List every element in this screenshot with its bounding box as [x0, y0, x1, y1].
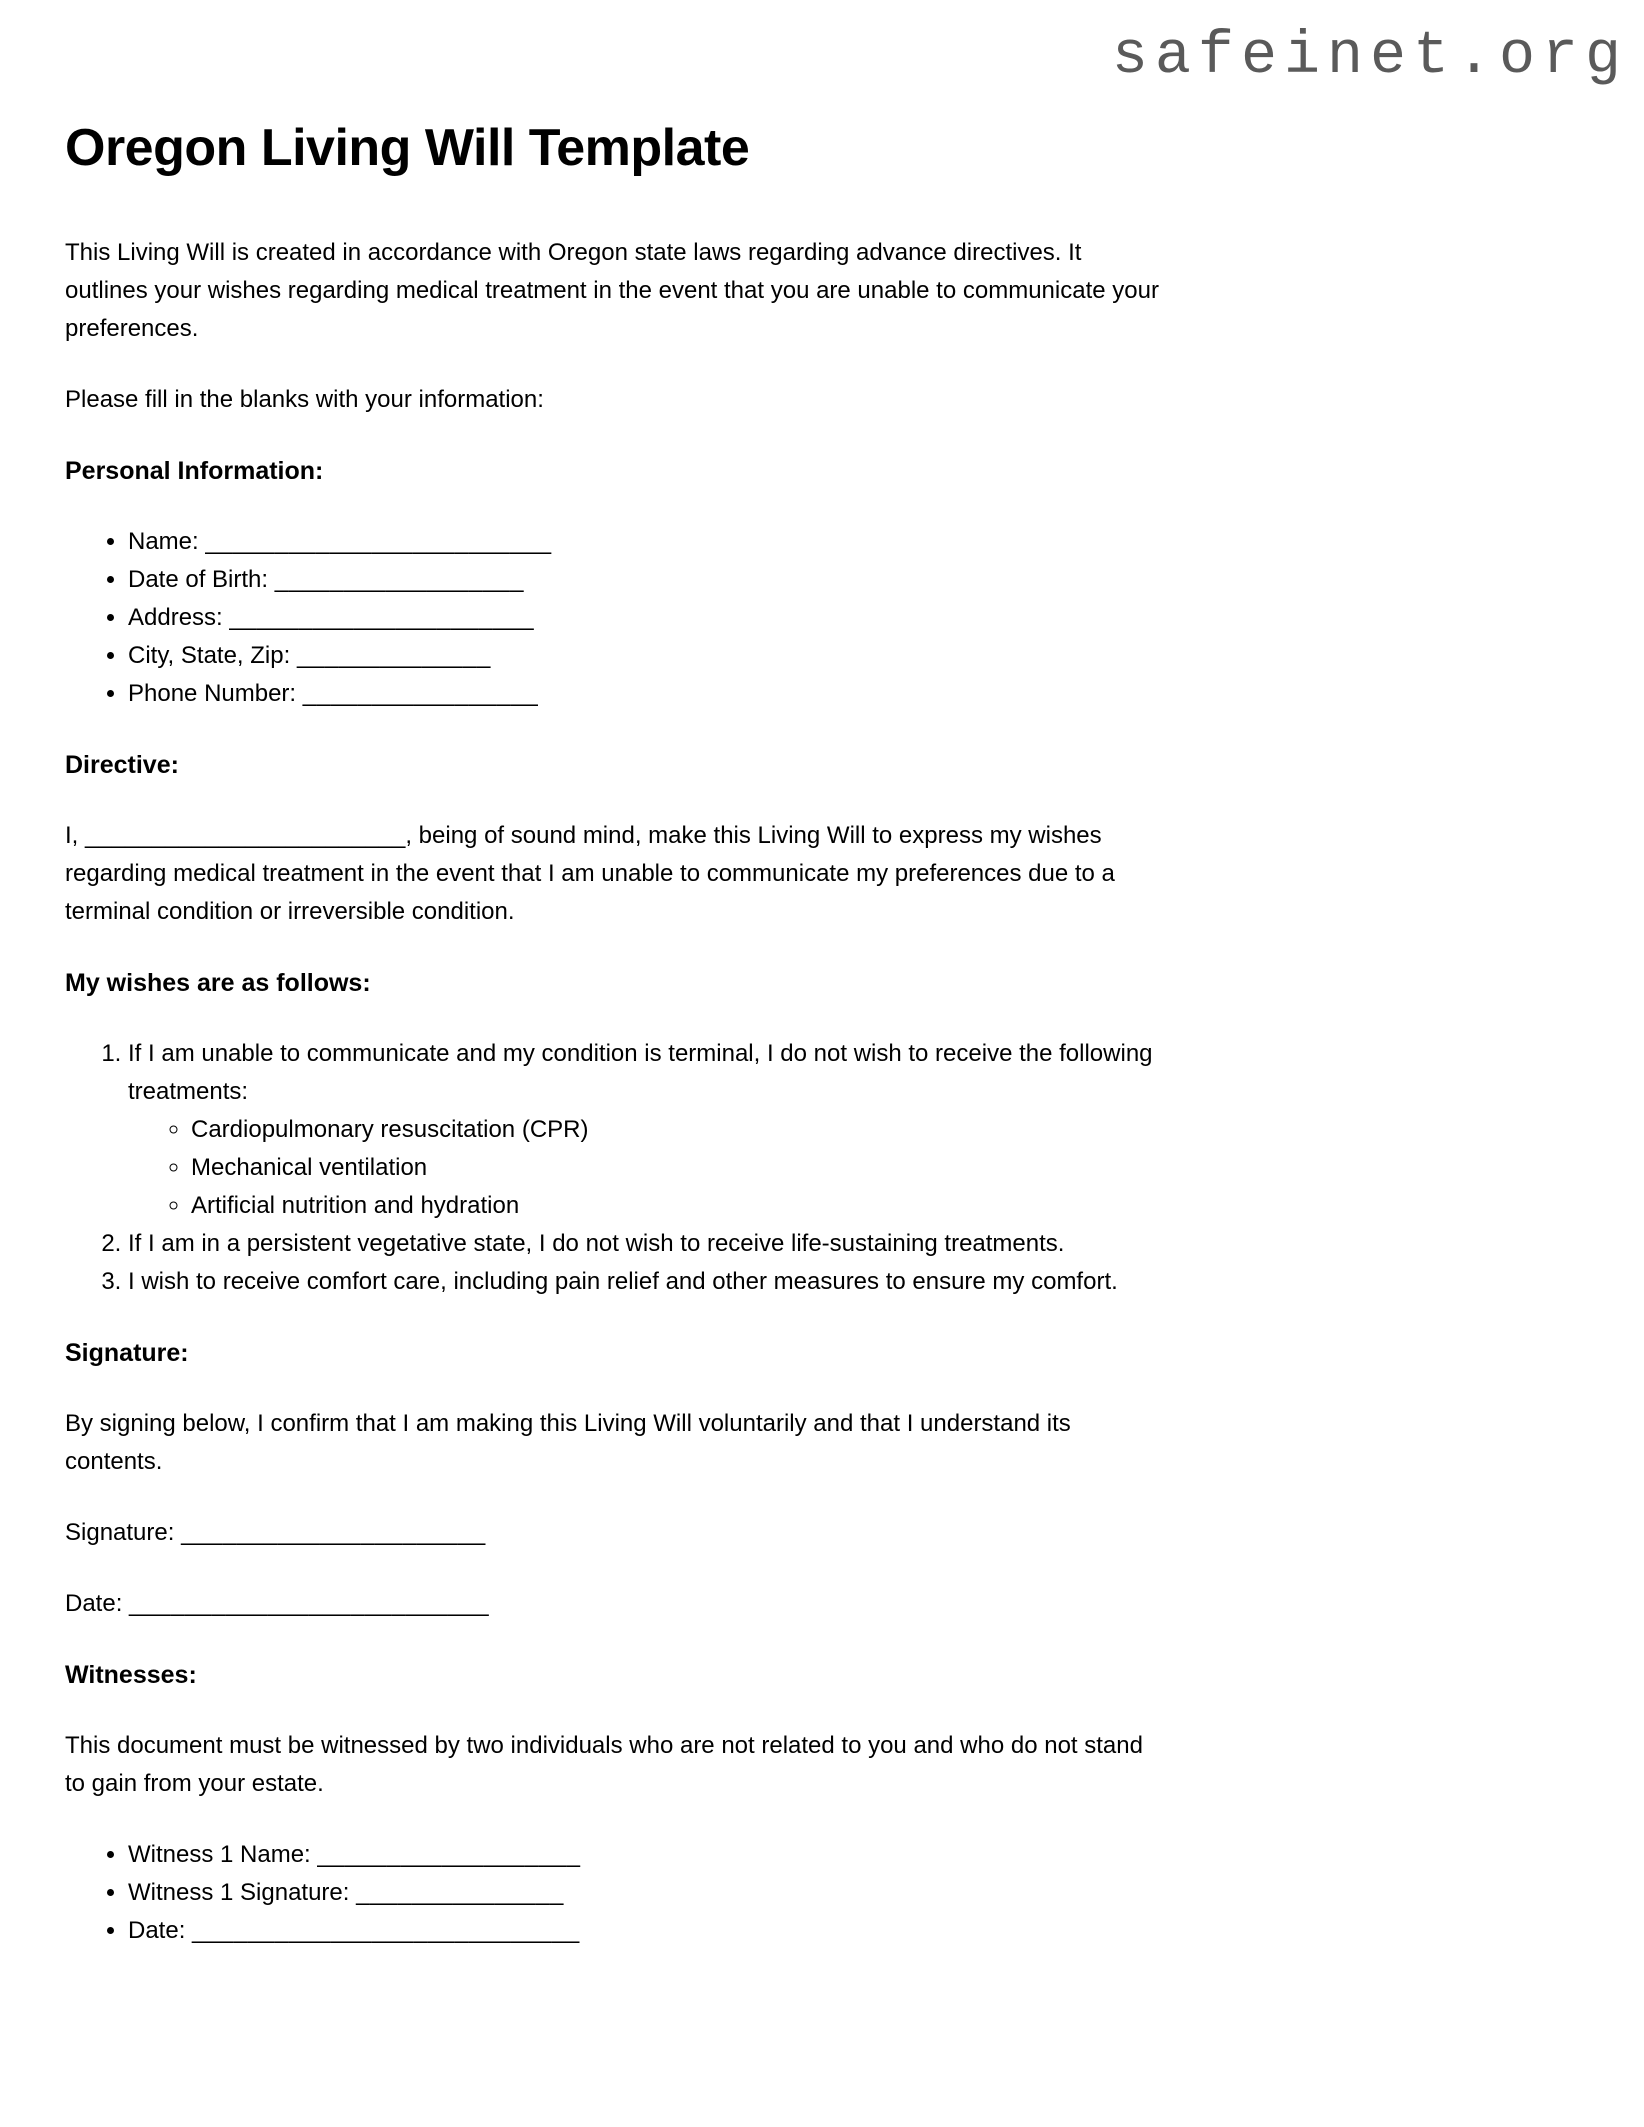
treatments-list [128, 1111, 1165, 1225]
blank-line: __________________________ [129, 1590, 490, 1617]
wish-item [128, 1225, 1165, 1263]
wish-item [128, 1263, 1165, 1301]
treatment-item: ◦ Artificial nutrition and hydration [191, 1187, 1165, 1225]
directive-paragraph: I, ________________________, being of sound mind, make this Living Will to express my wishes regarding medical treatment in the event that I am unable to communicate my preferences due to a terminal condition or irreversible condition. [65, 822, 1115, 925]
field-label: Witness 1 Name: [128, 1841, 311, 1868]
wish-text: If I am in a persistent vegetative state, I do not wish to receive life-sustaining treatments. [128, 1230, 1065, 1257]
personal-field-dob [128, 561, 1165, 599]
wish-text: I wish to receive comfort care, including pain relief and other measures to ensure my comfort. [128, 1268, 1118, 1295]
field-label: Phone Number: [128, 680, 297, 707]
wishes-list [65, 1035, 1165, 1301]
personal-info-heading: Personal Information: [65, 457, 324, 485]
signature-heading: Signature: [65, 1339, 189, 1367]
blank-line: __________________ [274, 566, 524, 593]
intro-paragraph: This Living Will is created in accordance with Oregon state laws regarding advance directives. It outlines your wishes regarding medical treatment in the event that you are unable to communicate your preferences. [65, 239, 1159, 342]
field-label: Date: [128, 1917, 186, 1944]
wish-text: If I am unable to communicate and my condition is terminal, I do not wish to receive the following treatments: [128, 1040, 1153, 1105]
signature-paragraph: By signing below, I confirm that I am making this Living Will voluntarily and that I understand its contents. [65, 1410, 1071, 1475]
witness-field-name [128, 1836, 1165, 1874]
field-label: Witness 1 Signature: [128, 1879, 350, 1906]
treatment-item: ◦ Cardiopulmonary resuscitation (CPR) [191, 1111, 1165, 1149]
fill-note: Please fill in the blanks with your information: [65, 386, 544, 413]
document-body [65, 118, 1165, 1950]
blank-line: _________________ [302, 680, 539, 707]
blank-line: ______________________ [181, 1519, 486, 1546]
page-title: Oregon Living Will Template [65, 119, 750, 177]
date-line [65, 1585, 1165, 1623]
site-logo: safeinet.org [1111, 23, 1628, 91]
witnesses-list [65, 1836, 1165, 1950]
witness-field-date [128, 1912, 1165, 1950]
signature-line [65, 1514, 1165, 1552]
blank-line: ______________ [296, 642, 491, 669]
treatment-item: ◦ Mechanical ventilation [191, 1149, 1165, 1187]
field-label: City, State, Zip: [128, 642, 291, 669]
blank-line: _________________________ [205, 528, 552, 555]
blank-line: ______________________ [229, 604, 535, 631]
personal-field-address [128, 599, 1165, 637]
wishes-heading: My wishes are as follows: [65, 969, 371, 997]
personal-info-list [65, 523, 1165, 713]
field-label: Date of Birth: [128, 566, 269, 593]
date-label: Date: [65, 1590, 123, 1617]
personal-field-phone [128, 675, 1165, 713]
signature-label: Signature: [65, 1519, 175, 1546]
witnesses-heading: Witnesses: [65, 1661, 197, 1689]
wish-item [128, 1035, 1165, 1225]
witness-field-signature [128, 1874, 1165, 1912]
field-label: Name: [128, 528, 199, 555]
blank-line: _______________ [356, 1879, 564, 1906]
field-label: Address: [128, 604, 223, 631]
witnesses-paragraph: This document must be witnessed by two individuals who are not related to you and who do not stand to gain from your estate. [65, 1732, 1143, 1797]
personal-field-name [128, 523, 1165, 561]
blank-line: ____________________________ [192, 1917, 580, 1944]
blank-line: ___________________ [317, 1841, 581, 1868]
personal-field-city-state-zip [128, 637, 1165, 675]
directive-heading: Directive: [65, 751, 179, 779]
